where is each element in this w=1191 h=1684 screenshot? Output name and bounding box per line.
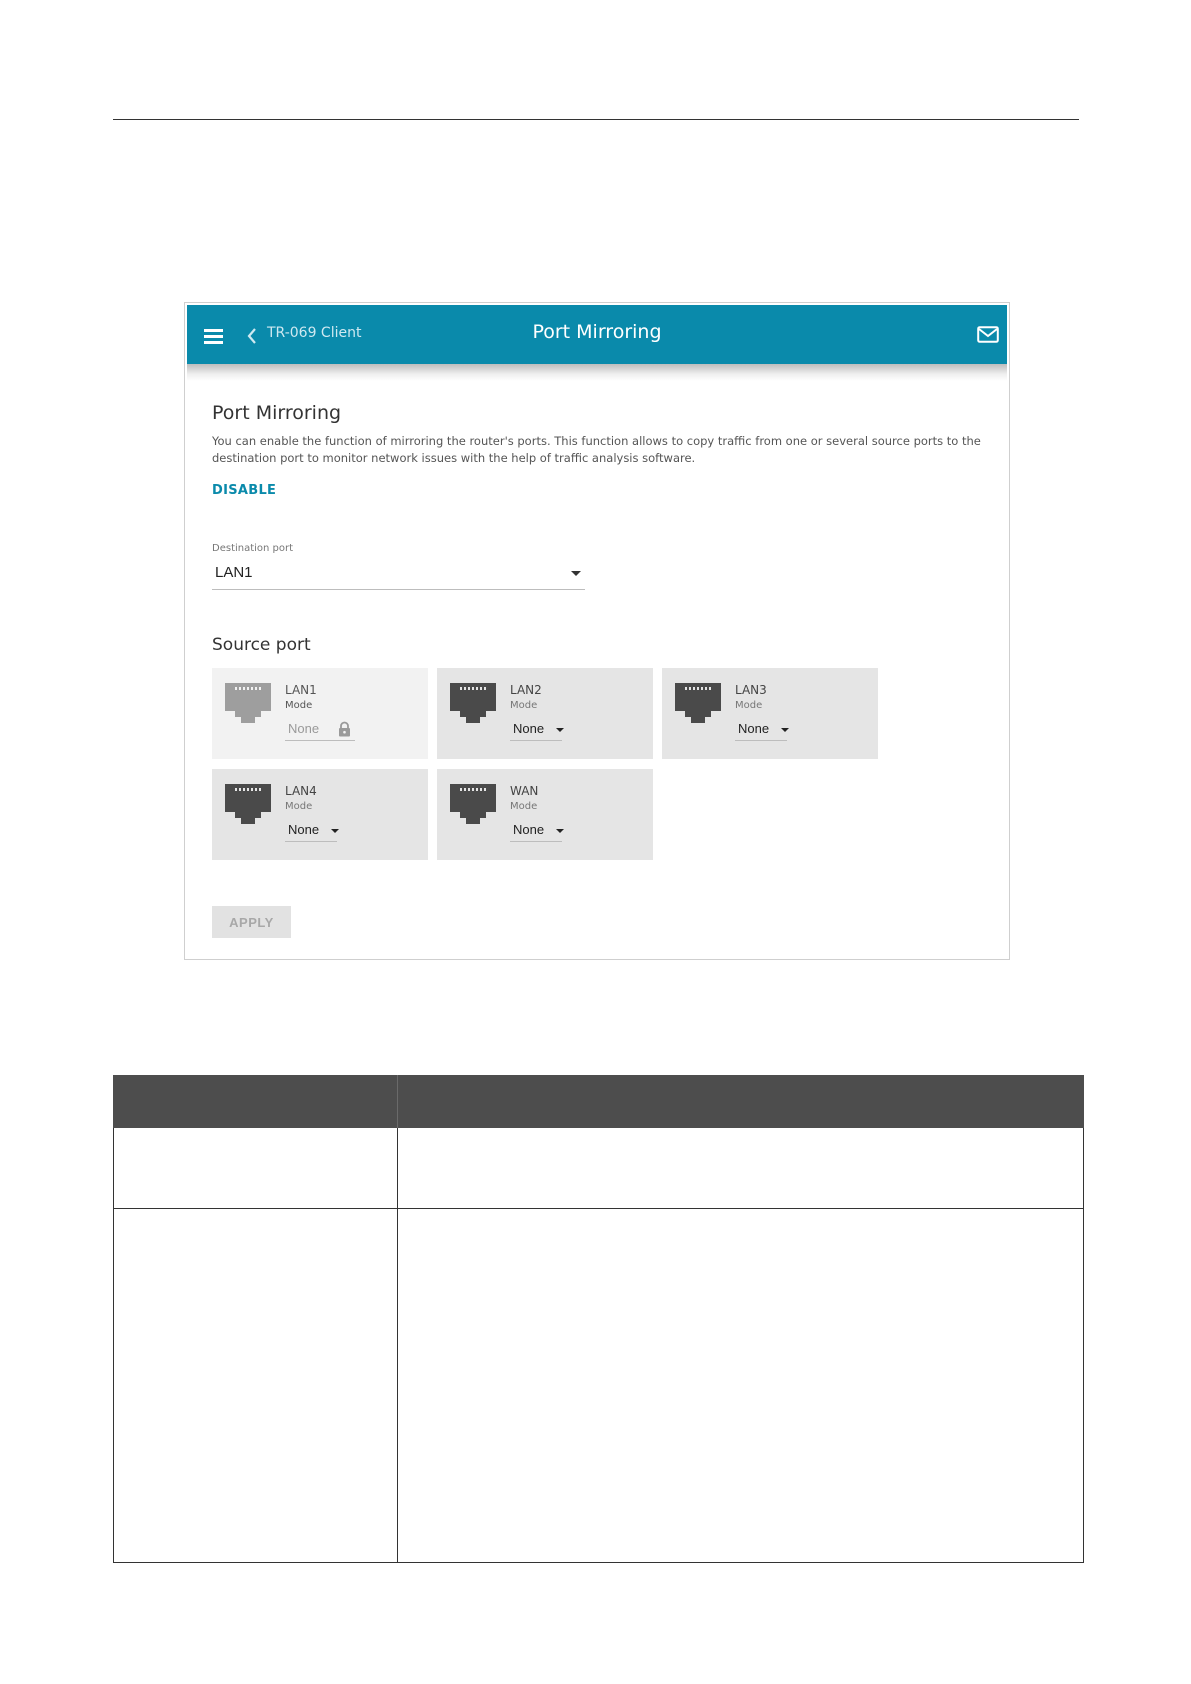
ethernet-port-icon bbox=[225, 784, 271, 824]
disable-button[interactable]: DISABLE bbox=[212, 483, 277, 498]
port-mirroring-screenshot bbox=[184, 302, 1010, 960]
caret-down-icon bbox=[556, 829, 564, 833]
table-header-row bbox=[113, 1075, 1084, 1128]
port-name: LAN3 bbox=[735, 683, 767, 697]
apply-button[interactable]: APPLY bbox=[212, 906, 291, 938]
table-border-right bbox=[1083, 1128, 1084, 1563]
parameter-table bbox=[113, 1075, 1084, 1563]
source-port-title: Source port bbox=[212, 635, 311, 655]
ethernet-port-icon bbox=[450, 683, 496, 723]
mode-select[interactable] bbox=[510, 718, 562, 741]
table-border-left bbox=[113, 1128, 114, 1563]
destination-port-select[interactable] bbox=[212, 559, 585, 590]
port-card-lan2 bbox=[437, 668, 653, 759]
mode-select[interactable] bbox=[510, 819, 562, 842]
mode-select-disabled bbox=[285, 718, 355, 741]
port-card-wan bbox=[437, 769, 653, 860]
ethernet-port-icon bbox=[675, 683, 721, 723]
mode-select[interactable] bbox=[735, 718, 787, 741]
caret-down-icon bbox=[331, 829, 339, 833]
mode-value: None bbox=[288, 721, 320, 736]
caret-down-icon bbox=[556, 728, 564, 732]
table-row-divider bbox=[113, 1208, 1084, 1209]
port-name: WAN bbox=[510, 784, 539, 798]
page-top-rule bbox=[113, 119, 1079, 120]
mode-label: Mode bbox=[735, 700, 763, 711]
mail-icon[interactable] bbox=[977, 326, 999, 343]
port-card-lan3 bbox=[662, 668, 878, 759]
section-title: Port Mirroring bbox=[212, 402, 342, 424]
mode-label: Mode bbox=[285, 801, 313, 812]
mode-label: Mode bbox=[510, 700, 538, 711]
mode-value: None bbox=[513, 721, 545, 736]
ethernet-port-icon bbox=[225, 683, 271, 723]
mode-label: Mode bbox=[285, 700, 313, 711]
port-name: LAN4 bbox=[285, 784, 317, 798]
port-name: LAN2 bbox=[510, 683, 542, 697]
port-name: LAN1 bbox=[285, 683, 317, 697]
header-shadow bbox=[187, 364, 1007, 381]
port-card-lan4 bbox=[212, 769, 428, 860]
table-column-divider bbox=[397, 1128, 398, 1563]
lock-icon bbox=[338, 721, 351, 737]
destination-port-label: Destination port bbox=[212, 543, 294, 554]
section-description: You can enable the function of mirroring the router's ports. This function allows to copy traffic from one or several source ports to the destination port to monitor network issues with the help of traffic analysis software. bbox=[212, 434, 981, 465]
mode-value: None bbox=[738, 721, 770, 736]
caret-down-icon bbox=[781, 728, 789, 732]
table-header-divider bbox=[397, 1075, 398, 1128]
app-header bbox=[187, 305, 1007, 364]
mode-select[interactable] bbox=[285, 819, 337, 842]
table-bottom-border bbox=[113, 1562, 1084, 1563]
port-card-lan1 bbox=[212, 668, 428, 759]
back-link[interactable]: TR-069 Client bbox=[267, 325, 362, 341]
mode-label: Mode bbox=[510, 801, 538, 812]
caret-down-icon bbox=[571, 571, 581, 576]
destination-port-value: LAN1 bbox=[215, 564, 253, 581]
page-title: Port Mirroring bbox=[532, 321, 662, 343]
ethernet-port-icon bbox=[450, 784, 496, 824]
mode-value: None bbox=[288, 822, 320, 837]
mode-value: None bbox=[513, 822, 545, 837]
